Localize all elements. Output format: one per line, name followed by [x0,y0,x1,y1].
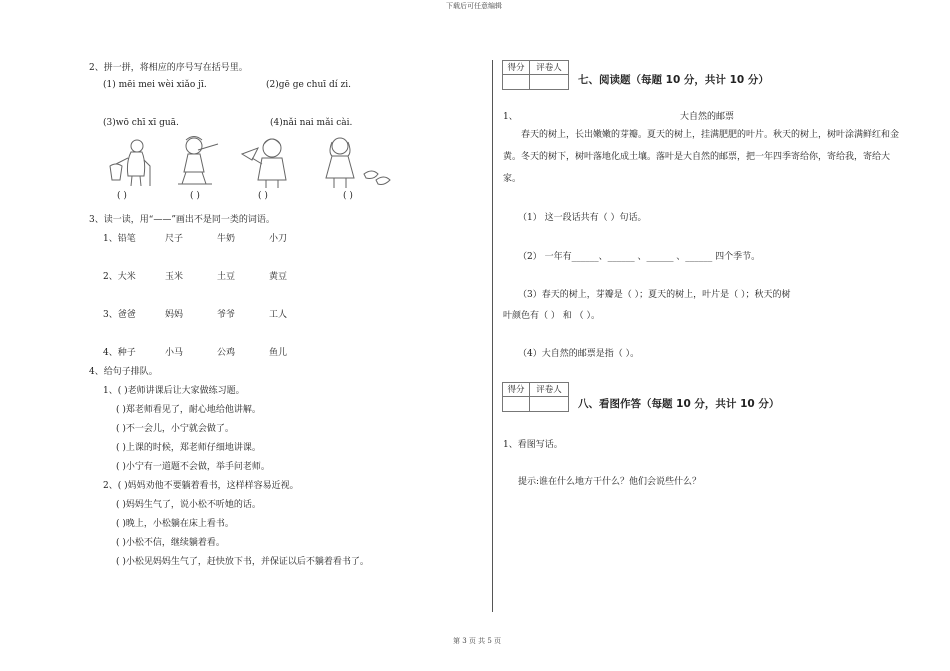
reading-question-3: （3）春天的树上，芽瓣是（ ）；夏天的树上，叶片是（ ）；秋天的树 [518,290,791,300]
answer-blank-4[interactable]: ( ) [343,191,353,201]
q3-word: 4、种子 [103,348,136,358]
answer-blank-3[interactable]: ( ) [258,191,268,201]
q4-sentence: ( )小松见妈妈生气了，赶快放下书，并保证以后不躺着看书了。 [116,557,369,567]
grader-cell[interactable] [530,397,568,411]
q3-word: 土豆 [217,272,236,282]
q3-word: 鱼儿 [269,348,288,358]
q3-word: 爷爷 [217,310,236,320]
q3-word: 2、大米 [103,272,136,282]
q2-option-1: (1) mēi mei wèi xiǎo jī. [103,80,207,90]
boy-playing-flute-illustration [172,134,226,190]
section-8-title: 八、看图作答（每题 10 分，共计 10 分） [578,398,780,410]
q4-sentence: 1、( )老师讲课后让大家做练习题。 [103,386,245,396]
reading-paragraph: 春天的树上，长出嫩嫩的芽瓣。夏天的树上，挂满肥肥的叶片。秋天的树上，树叶涂满鲜红和金黄。冬天的树下，树叶落地化成土壤。落叶是大自然的邮票，把一年四季寄给你，寄给我，寄给大家。 [503,130,900,184]
reading-question-1: （1） 这一段话共有（ ）句话。 [518,213,647,223]
picture-writing-hint: 提示:谁在什么地方干什么？他们会说些什么？ [518,477,702,487]
q3-word: 黄豆 [269,272,288,282]
q4-title: 4、给句子排队。 [89,367,158,377]
grader-header: 评卷人 [530,61,568,75]
section-7-title: 七、阅读题（每题 10 分，共计 10 分） [578,74,769,86]
q4-sentence: ( )小松不信，继续躺着看。 [116,538,225,548]
reading-question-4: （4）大自然的邮票是指（ ）。 [518,349,640,359]
q3-word: 小马 [165,348,184,358]
reading-question-3-continued: 叶颜色有（ ） 和 （ ）。 [503,311,600,321]
q3-word: 玉米 [165,272,184,282]
girl-eating-watermelon-illustration [240,134,292,190]
reading-number: 1、 [503,112,518,122]
q3-word: 小刀 [269,234,288,244]
q2-option-4: (4)nǎi nai mǎi cài. [270,118,353,128]
grandma-feeding-chicken-illustration [104,136,156,190]
q4-sentence: 2、( )妈妈劝他不要躺着看书，这样样容易近视。 [103,481,299,491]
reading-title: 大自然的邮票 [680,112,735,122]
q3-word: 公鸡 [217,348,236,358]
reading-question-2: （2） 一年有______、______ 、______ 、______ 四个季节。 [518,252,761,262]
q3-word: 牛奶 [217,234,236,244]
header-note: 下载后可任意编辑 [446,2,502,10]
q4-sentence: ( )不一会儿，小宁就会做了。 [116,424,234,434]
q4-sentence: ( )小宁有一道题不会做，举手问老师。 [116,462,270,472]
q3-word: 工人 [269,310,288,320]
score-table [502,382,569,412]
grader-cell[interactable] [530,75,568,89]
q3-title: 3、读一读，用“——”画出不是同一类的词语。 [89,215,275,225]
q3-word: 1、铅笔 [103,234,136,244]
column-divider [492,60,493,612]
q3-word: 3、爸爸 [103,310,136,320]
grader-header: 评卷人 [530,383,568,397]
score-cell[interactable] [503,75,530,89]
grandma-buying-vegetables-illustration [318,134,392,190]
score-header: 得分 [503,61,530,75]
page-number: 第 3 页 共 5 页 [453,637,502,645]
answer-blank-1[interactable]: ( ) [117,191,127,201]
q4-sentence: ( )郑老师看见了，耐心地给他讲解。 [116,405,261,415]
q3-word: 妈妈 [165,310,184,320]
q4-sentence: ( )妈妈生气了，说小松不听她的话。 [116,500,261,510]
score-header: 得分 [503,383,530,397]
q2-title: 2、拼一拼，将相应的序号写在括号里。 [89,63,248,73]
score-cell[interactable] [503,397,530,411]
picture-writing-item: 1、看图写话。 [503,440,563,450]
q2-option-3: (3)wō chī xī guā. [103,118,179,128]
q4-sentence: ( )上课的时候，郑老师仔细地讲课。 [116,443,261,453]
answer-blank-2[interactable]: ( ) [190,191,200,201]
q4-sentence: ( )晚上，小松躺在床上看书。 [116,519,234,529]
score-table [502,60,569,90]
q3-word: 尺子 [165,234,184,244]
q2-option-2: (2)gē ge chuī dí zi. [266,80,351,90]
